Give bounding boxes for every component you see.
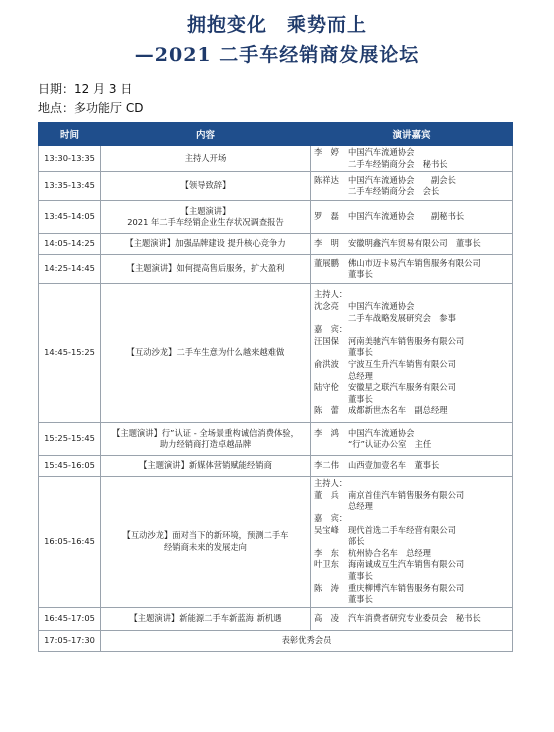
session-content	[101, 146, 311, 172]
session-content-line: 2021 年二手车经销企业生存状况调查报告	[127, 217, 284, 228]
session-time: 16:45-17:05	[39, 607, 101, 630]
speaker-name: 沈念亮	[314, 301, 339, 312]
speaker-name: 叶卫东	[314, 559, 339, 570]
session-content	[101, 201, 311, 234]
session-speakers	[311, 255, 513, 284]
session-content-line: 【主题演讲】新媒体营销赋能经销商	[139, 460, 272, 471]
speaker-org: “行”认证办公室 主任	[348, 439, 432, 450]
speaker-line	[314, 513, 509, 525]
session-content-line: 表彰优秀会员	[281, 634, 332, 645]
speaker-name: 李 明	[314, 238, 339, 249]
speaker-line	[314, 269, 509, 281]
speaker-org: 二手车经销商分会 会长	[348, 186, 440, 197]
speaker-line	[314, 405, 509, 417]
table-row	[39, 146, 513, 172]
speaker-line	[314, 536, 509, 548]
session-speakers	[311, 172, 513, 201]
event-date: 日期：12 月 3 日	[38, 82, 133, 96]
speaker-org: 中国汽车流通协会 副秘书长	[348, 211, 465, 222]
speaker-name: 嘉 宾：	[314, 324, 348, 335]
speaker-line	[314, 428, 509, 440]
speaker-line	[314, 490, 509, 502]
speaker-line	[314, 238, 509, 250]
session-time: 15:25-15:45	[39, 423, 101, 456]
column-header-speakers: 演讲嘉宾	[311, 123, 513, 146]
session-content-line: 助力经销商打造卓越品牌	[159, 439, 252, 450]
speaker-name: 吴宝峰	[314, 524, 339, 535]
speaker-org: 重庆柳博汽车销售服务有限公司	[348, 582, 465, 593]
session-time: 16:05-16:45	[39, 477, 101, 608]
speaker-org: 董事长	[348, 269, 373, 280]
speaker-name: 陈 涛	[314, 582, 339, 593]
speaker-line	[314, 313, 509, 325]
speaker-name: 董 兵	[314, 489, 339, 500]
speaker-name: 主持人：	[314, 289, 348, 300]
event-venue: 地点：多功能厅 CD	[38, 101, 144, 115]
speaker-org: 董事长	[348, 594, 373, 605]
speaker-name: 陆守伦	[314, 382, 339, 393]
table-row	[39, 255, 513, 284]
speaker-line	[314, 439, 509, 451]
session-speakers	[311, 456, 513, 477]
speaker-org: 南京首佳汽车销售服务有限公司	[348, 489, 465, 500]
speaker-name: 主持人：	[314, 478, 348, 489]
speaker-name: 罗 磊	[314, 211, 339, 222]
speaker-org: 董事长	[348, 393, 373, 404]
session-content	[101, 630, 513, 651]
table-row	[39, 201, 513, 234]
table-row	[39, 234, 513, 255]
speaker-org: 中国汽车流通协会	[348, 427, 415, 438]
speaker-org: 总经理	[348, 370, 373, 381]
session-speakers	[311, 201, 513, 234]
speaker-line	[314, 289, 509, 301]
table-row	[39, 630, 513, 651]
session-content-line: 【主题演讲】行”认证 - 全场景重构诚信消费体验，	[112, 427, 299, 438]
session-content-line: 【主题演讲】如何提高售后服务，扩大盈利	[126, 263, 285, 274]
schedule-table	[38, 122, 513, 652]
session-content	[101, 423, 311, 456]
speaker-line	[314, 559, 509, 571]
speaker-line	[314, 359, 509, 371]
speaker-line	[314, 336, 509, 348]
speaker-line	[314, 186, 509, 198]
table-row	[39, 172, 513, 201]
speaker-org: 中国汽车流通协会	[348, 301, 415, 312]
session-time: 13:45-14:05	[39, 201, 101, 234]
table-row	[39, 456, 513, 477]
speaker-name: 李 鸿	[314, 427, 339, 438]
column-header-time: 时间	[39, 123, 101, 146]
session-content	[101, 172, 311, 201]
speaker-line	[314, 571, 509, 583]
speaker-line	[314, 147, 509, 159]
session-speakers	[311, 607, 513, 630]
table-row	[39, 423, 513, 456]
speaker-org: 成都新世杰名车 副总经理	[348, 405, 448, 416]
speaker-name: 俞洪波	[314, 358, 339, 369]
session-content-line: 主持人开场	[184, 152, 227, 163]
session-content-line: 【互动沙龙】面对当下的新环境，预测二手车	[122, 530, 289, 541]
speaker-name: 高 凌	[314, 612, 339, 623]
speaker-line	[314, 583, 509, 595]
session-time: 13:30-13:35	[39, 146, 101, 172]
session-time: 14:45-15:25	[39, 284, 101, 423]
speaker-line	[314, 175, 509, 187]
session-content	[101, 456, 311, 477]
table-row	[39, 284, 513, 423]
table-row	[39, 477, 513, 608]
schedule-body	[39, 146, 513, 652]
speaker-org: 总经理	[348, 501, 373, 512]
session-content-line: 【领导致辞】	[180, 180, 231, 191]
session-speakers	[311, 146, 513, 172]
speaker-line	[314, 460, 509, 472]
speaker-org: 中国汽车流通协会	[348, 147, 415, 157]
speaker-name: 嘉 宾：	[314, 512, 348, 523]
speaker-org: 汽车消费者研究专业委员会 秘书长	[348, 612, 481, 623]
title-line-2: —2021 二手车经销商发展论坛	[134, 44, 420, 66]
speaker-org: 现代首选二手车经营有限公司	[348, 524, 456, 535]
speaker-name: 李 东	[314, 547, 339, 558]
speaker-org: 宁波互生升汽车销售有限公司	[348, 358, 456, 369]
session-content-line: 【互动沙龙】二手车生意为什么越来越难做	[126, 347, 285, 358]
speaker-line	[314, 371, 509, 383]
speaker-org: 董事长	[348, 347, 373, 358]
speaker-org: 二手车战略发展研究会 参事	[348, 312, 456, 323]
speaker-line	[314, 382, 509, 394]
speaker-line	[314, 211, 509, 223]
speaker-org: 杭州协合名车 总经理	[348, 547, 431, 558]
speaker-org: 董事长	[348, 570, 373, 581]
speaker-line	[314, 613, 509, 625]
speaker-line	[314, 478, 509, 490]
speaker-org: 山西壹加壹名车 董事长	[348, 460, 440, 471]
speaker-org: 安徽明鑫汽车贸易有限公司 董事长	[348, 238, 481, 249]
session-content	[101, 477, 311, 608]
speaker-line	[314, 501, 509, 513]
session-speakers	[311, 477, 513, 608]
speaker-org: 部长	[348, 536, 365, 547]
speaker-org: 中国汽车流通协会 副会长	[348, 174, 456, 185]
session-content	[101, 284, 311, 423]
speaker-org: 二手车经销商分会 秘书长	[348, 158, 448, 169]
session-time: 14:05-14:25	[39, 234, 101, 255]
speaker-name: 陈 蕾	[314, 405, 339, 416]
session-content-line: 【主题演讲】新能源二手车新蓝海 新机遇	[129, 612, 282, 623]
session-time: 17:05-17:30	[39, 630, 101, 651]
table-row	[39, 607, 513, 630]
session-speakers	[311, 284, 513, 423]
speaker-name: 汪国保	[314, 335, 339, 346]
speaker-line	[314, 301, 509, 313]
speaker-org: 海南诚成互生汽车销售有限公司	[348, 559, 465, 570]
session-content	[101, 255, 311, 284]
speaker-name: 陈祥达	[314, 174, 339, 185]
speaker-name: 李 婷	[314, 147, 339, 157]
speaker-name: 李二伟	[314, 460, 339, 471]
speaker-line	[314, 324, 509, 336]
session-content-line: 【主题演讲】	[180, 205, 231, 216]
session-time: 15:45-16:05	[39, 456, 101, 477]
session-content-line: 【主题演讲】加强品牌建设 提升核心竞争力	[125, 238, 286, 249]
speaker-line	[314, 525, 509, 537]
speaker-line	[314, 159, 509, 171]
column-header-content: 内容	[101, 123, 311, 146]
session-content	[101, 607, 311, 630]
session-content	[101, 234, 311, 255]
speaker-name: 董展鹏	[314, 257, 339, 268]
speaker-line	[314, 258, 509, 270]
speaker-org: 安徽星之联汽车服务有限公司	[348, 382, 456, 393]
speaker-org: 佛山市迈卡易汽车销售服务有限公司	[348, 257, 481, 268]
session-time: 13:35-13:45	[39, 172, 101, 201]
session-content-line: 经销商未来的发展走向	[164, 541, 247, 552]
session-speakers	[311, 423, 513, 456]
session-time: 14:25-14:45	[39, 255, 101, 284]
speaker-line	[314, 394, 509, 406]
speaker-line	[314, 594, 509, 606]
table-header-row	[39, 123, 513, 146]
speaker-line	[314, 347, 509, 359]
session-speakers	[311, 234, 513, 255]
speaker-org: 河南美驰汽车销售服务有限公司	[348, 335, 465, 346]
speaker-line	[314, 548, 509, 560]
title-line-1: 拥抱变化 乘势而上	[186, 14, 367, 36]
